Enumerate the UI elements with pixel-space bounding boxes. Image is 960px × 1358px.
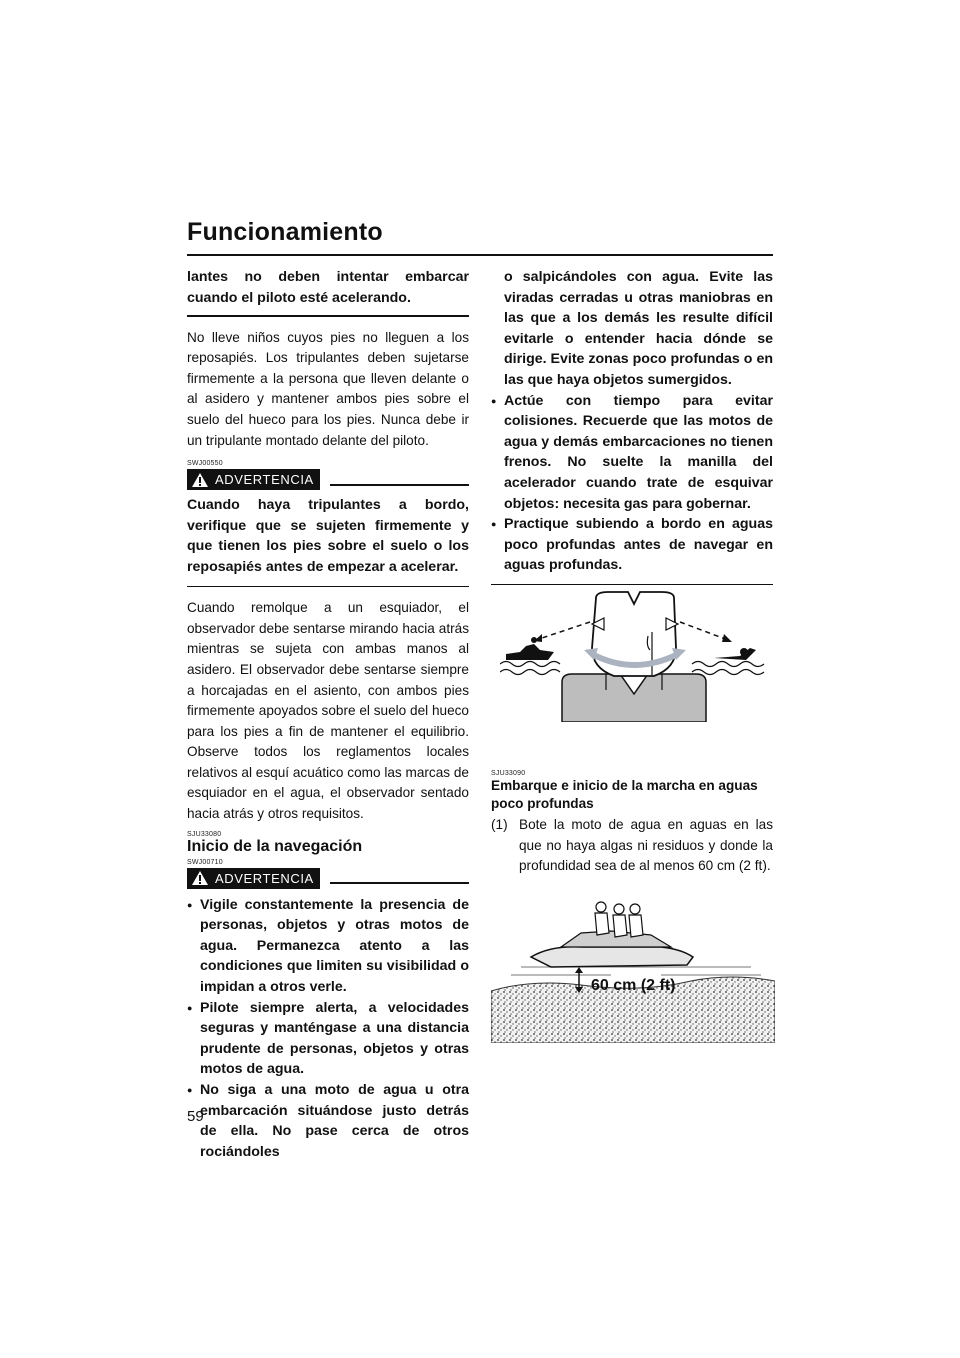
list-item: ● Pilote siempre alerta, a velocidades seguras y manténgase a una distancia prudente de personas, objetos y otras motos de agua.	[187, 998, 469, 1080]
page-number: 59	[187, 1108, 204, 1125]
warning-header	[187, 868, 469, 889]
page-title: Funcionamiento	[187, 218, 383, 246]
warning-badge	[187, 868, 320, 889]
section-code: SJU33080	[187, 830, 222, 838]
list-item: ● No siga a una moto de agua u otra embarcación situándose justo detrás de ella. No pase cerca de otros rociándoles	[187, 1080, 469, 1162]
left-column	[187, 267, 469, 1162]
warning-badge	[187, 469, 320, 490]
warning-label: ADVERTENCIA	[215, 870, 314, 886]
warning-text: Cuando haya tripulantes a bordo, verifique que se sujeten firmemente y que tienen los pies sobre el suelo o los reposapiés antes de empezar a acelerar.	[187, 497, 469, 576]
step-number: (1)	[491, 817, 508, 832]
list-item: ● Practique subiendo a bordo en aguas poco profundas antes de navegar en aguas profundas.	[491, 514, 773, 576]
paragraph-towing: Cuando remolque a un esquiador, el observador debe sentarse mirando hacia atrás mientras se sujeta con ambas manos al asidero. El observador debe sentarse siempre a horcajadas en el asiento, con ambos pies firmemente apoyados sobre el suelo del hueco para los pies a fin de mantener el equilibrio. Observe todos los reglamentos locales relativos al esquí acuático como las marcas de esquiador en el agua, el observador sentado hacia atrás y otros requisitos.	[187, 600, 469, 822]
warning-header	[187, 469, 469, 490]
section-heading: Inicio de la navegación	[187, 837, 363, 855]
numbered-step	[491, 815, 773, 877]
warning-triangle-icon	[191, 870, 209, 886]
step-text: Bote la moto de agua en aguas en las que no haya algas ni residuos y donde la profundidad sea de al menos 60 cm (2 ft).	[519, 817, 773, 874]
warning-label: ADVERTENCIA	[215, 472, 314, 488]
section-heading: Embarque e inicio de la marcha en aguas poco profundas	[491, 778, 758, 811]
list-item: ● Vigile constantemente la presencia de personas, objetos y otras motos de agua. Permanezca atento a las condiciones que limiten su visibilidad o impidan a otros verle.	[187, 895, 469, 998]
warning-end-rule	[491, 584, 773, 586]
paragraph-passengers: No lleve niños cuyos pies no lleguen a los reposapiés. Los tripulantes deben sujetarse firmemente a la persona que lleven delante o al asidero y mantener ambos pies sobre el suelo del hueco para los pies. Nunca debe ir un tripulante montado delante del piloto.	[187, 329, 469, 448]
warning-bullet-list	[491, 391, 773, 576]
depth-label: 60 cm (2 ft)	[591, 977, 676, 994]
warning-continuation: lantes no deben intentar embarcar cuando el piloto esté acelerando.	[187, 269, 469, 306]
warning-end-rule	[187, 315, 469, 317]
right-column	[491, 267, 773, 585]
header-rule	[187, 254, 773, 256]
section-code: SJU33090	[491, 770, 526, 777]
shallow-water-section	[491, 770, 773, 877]
warning-code: SWJ00710	[187, 858, 223, 866]
warning-bullet-list	[187, 895, 469, 1163]
bullet-continuation: o salpicándoles con agua. Evite las viradas cerradas u otras maniobras en las que a los demás les resulte difícil evitarle o entender hacia dónde se dirige. Evite zonas poco profundas o en las que haya objetos sumergidos.	[504, 269, 773, 388]
warning-triangle-icon	[191, 472, 209, 488]
warning-end-rule	[187, 586, 469, 588]
warning-header-rule	[330, 484, 469, 486]
warning-header-rule	[330, 882, 469, 884]
observer-illustration	[500, 590, 768, 722]
shallow-water-illustration	[491, 895, 775, 1043]
warning-code: SWJ00550	[187, 460, 223, 468]
list-item: ● Actúe con tiempo para evitar colisiones. Recuerde que las motos de agua y demás embarcaciones no tienen frenos. No suelte la manilla del acelerador cuando trate de esquivar objetos: necesita gas para gobernar.	[491, 391, 773, 515]
